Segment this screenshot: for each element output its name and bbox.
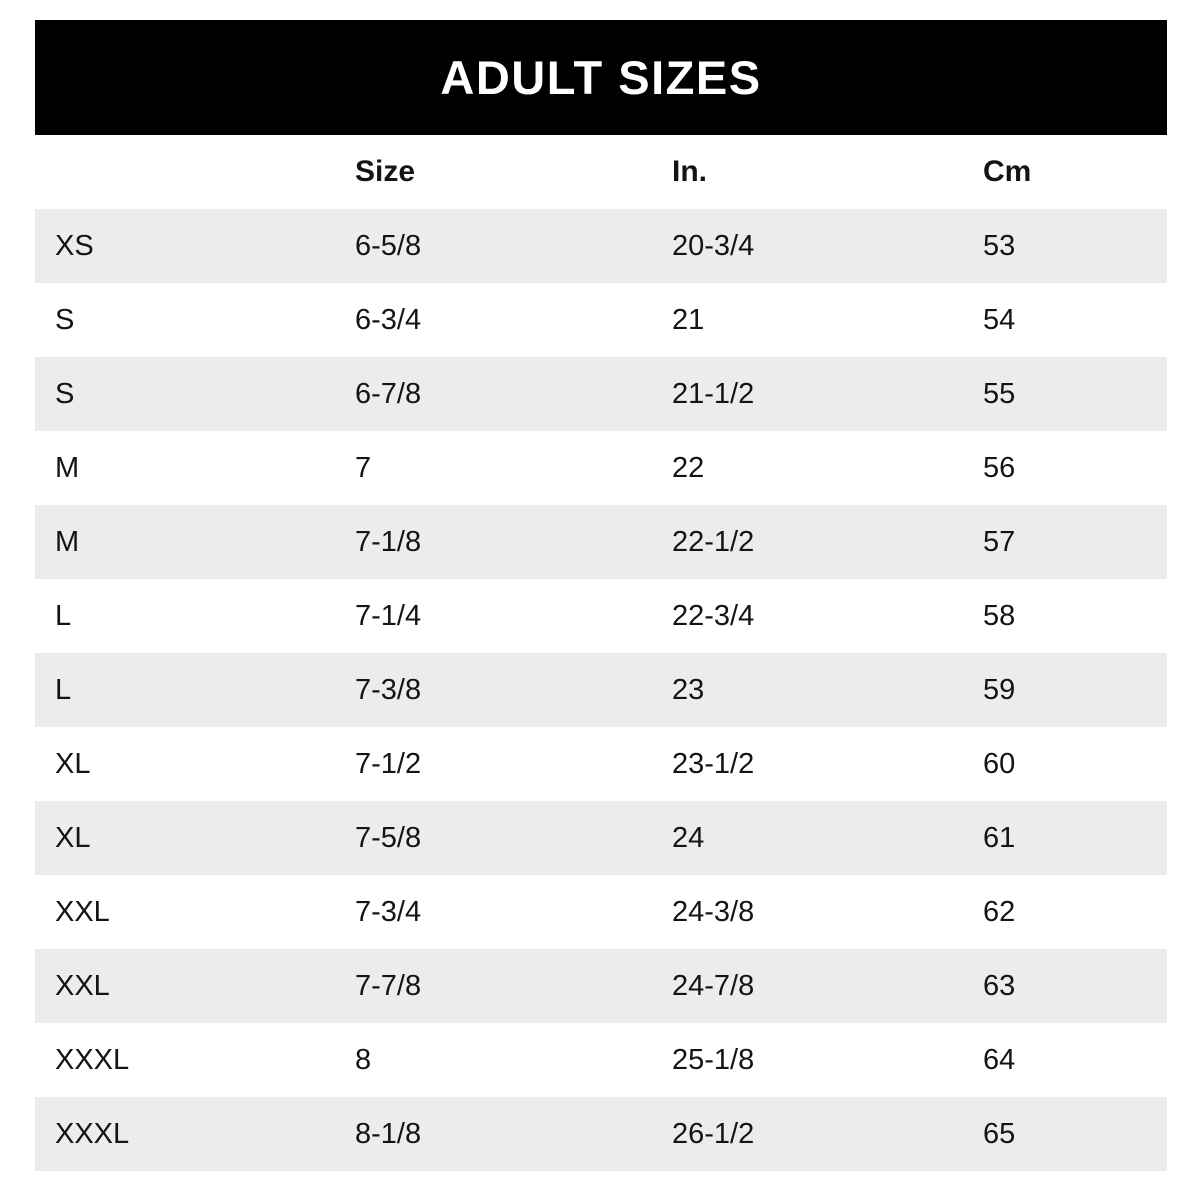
cell-size-label: S: [55, 303, 75, 336]
cell-size-label: XXL: [55, 895, 110, 928]
table-row: [35, 209, 1167, 283]
cell-cm: 55: [983, 377, 1016, 410]
cell-cm: 60: [983, 747, 1016, 780]
cell-hat-size: 7: [355, 451, 372, 484]
cell-inches: 23: [672, 673, 705, 706]
cell-hat-size: 7-3/4: [355, 895, 422, 928]
adult-sizes-table: [35, 135, 1167, 1171]
cell-hat-size: 7-5/8: [355, 821, 422, 854]
cell-inches: 22: [672, 451, 705, 484]
cell-hat-size: 7-7/8: [355, 969, 422, 1002]
cell-hat-size: 7-1/4: [355, 599, 422, 632]
cell-size-label: L: [55, 599, 72, 632]
table-row: [35, 1097, 1167, 1171]
cell-hat-size: 7-1/8: [355, 525, 422, 558]
cell-cm: 57: [983, 525, 1016, 558]
cell-hat-size: 7-1/2: [355, 747, 422, 780]
cell-size-label: M: [55, 525, 80, 558]
cell-inches: 23-1/2: [672, 747, 755, 780]
cell-inches: 24-7/8: [672, 969, 755, 1002]
cell-size-label: XXXL: [55, 1043, 130, 1076]
cell-hat-size: 8-1/8: [355, 1117, 422, 1150]
page-title: ADULT SIZES: [440, 51, 762, 104]
cell-cm: 64: [983, 1043, 1016, 1076]
cell-size-label: L: [55, 673, 72, 706]
cell-inches: 20-3/4: [672, 229, 755, 262]
cell-inches: 24-3/8: [672, 895, 755, 928]
cell-hat-size: 6-7/8: [355, 377, 422, 410]
cell-size-label: XXL: [55, 969, 110, 1002]
table-row: [35, 949, 1167, 1023]
column-header-cm: Cm: [983, 155, 1032, 188]
cell-size-label: XXXL: [55, 1117, 130, 1150]
table-row: [35, 431, 1167, 505]
column-header-size: Size: [355, 155, 416, 188]
cell-cm: 61: [983, 821, 1016, 854]
table-row: [35, 875, 1167, 949]
table-header-row: [35, 135, 1167, 209]
cell-cm: 62: [983, 895, 1016, 928]
cell-cm: 58: [983, 599, 1016, 632]
table-row: [35, 283, 1167, 357]
cell-size-label: M: [55, 451, 80, 484]
cell-inches: 24: [672, 821, 705, 854]
cell-cm: 63: [983, 969, 1016, 1002]
table-row: [35, 653, 1167, 727]
cell-hat-size: 8: [355, 1043, 372, 1076]
table-row: [35, 801, 1167, 875]
cell-size-label: XL: [55, 821, 91, 854]
cell-inches: 21: [672, 303, 705, 336]
cell-cm: 65: [983, 1117, 1016, 1150]
cell-cm: 54: [983, 303, 1016, 336]
cell-size-label: XL: [55, 747, 91, 780]
cell-inches: 22-1/2: [672, 525, 755, 558]
cell-hat-size: 7-3/8: [355, 673, 422, 706]
title-banner: [35, 20, 1167, 135]
table-row: [35, 727, 1167, 801]
cell-size-label: XS: [55, 229, 94, 262]
table-row: [35, 1023, 1167, 1097]
cell-cm: 59: [983, 673, 1016, 706]
cell-inches: 26-1/2: [672, 1117, 755, 1150]
cell-hat-size: 6-5/8: [355, 229, 422, 262]
table-row: [35, 579, 1167, 653]
column-header-inches: In.: [672, 155, 707, 188]
cell-inches: 22-3/4: [672, 599, 755, 632]
cell-cm: 56: [983, 451, 1016, 484]
cell-hat-size: 6-3/4: [355, 303, 422, 336]
table-row: [35, 505, 1167, 579]
cell-inches: 21-1/2: [672, 377, 755, 410]
cell-inches: 25-1/8: [672, 1043, 755, 1076]
cell-size-label: S: [55, 377, 75, 410]
cell-cm: 53: [983, 229, 1016, 262]
table-row: [35, 357, 1167, 431]
